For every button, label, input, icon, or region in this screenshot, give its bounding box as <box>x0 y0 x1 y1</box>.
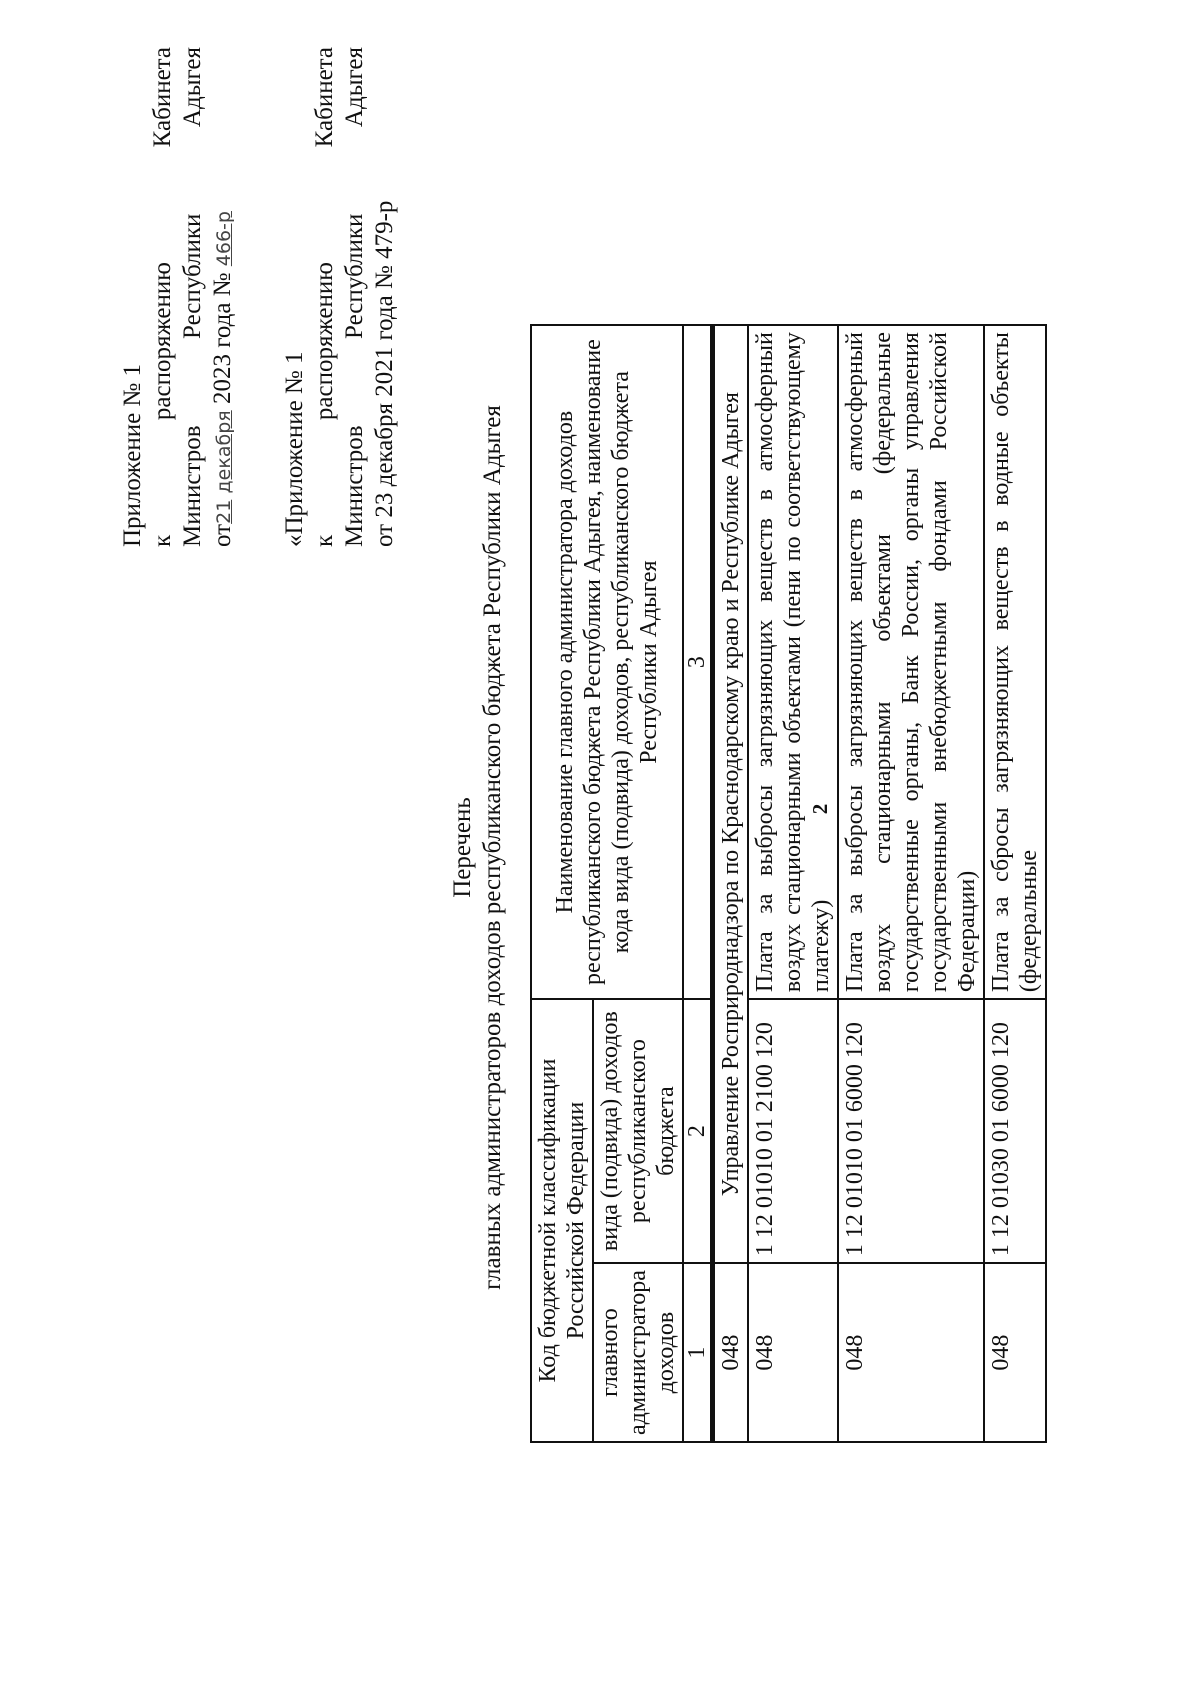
appendix-old-line3 <box>340 47 370 547</box>
header-revenue-code: вида (подвида) доходов республиканского бюджета <box>593 999 683 1263</box>
appendix-old-line1: «Приложение № 1 <box>281 351 308 547</box>
appendix-new-to: к <box>149 534 176 547</box>
appendix-new-month: декабря <box>213 410 235 494</box>
appendix-new-day: 21 <box>213 499 235 524</box>
appendix-header-old <box>280 47 400 547</box>
revenue-table <box>530 324 1047 1443</box>
column-number-2: 2 <box>683 999 713 1263</box>
table-row <box>838 325 984 1442</box>
appendix-new-line2 <box>148 47 178 547</box>
row-revenue-name: Плата за выбросы загрязняющих веществ в атмосферный воздух стационарными объектами (пени по соответствующему платежу) <box>748 325 838 999</box>
column-number-1: 1 <box>683 1263 713 1442</box>
appendix-old-adygea: Адыгея <box>341 46 368 128</box>
revenue-table-grid <box>530 324 1047 1443</box>
appendix-new-adygea: Адыгея <box>179 46 206 128</box>
column-number-3: 3 <box>683 325 713 999</box>
appendix-new-number: 466-р <box>213 211 235 267</box>
appendix-new-cabinet: Кабинета <box>149 46 176 148</box>
table-row <box>984 325 1046 1442</box>
row-revenue-name: Плата за выбросы загрязняющих веществ в атмосферный воздух стационарными объектами (федеральные государственные органы, Банк России, органы управления государственными внебюджетными фондами Российской Федерации) <box>838 325 984 999</box>
row-admin-code: 048 <box>838 1263 984 1442</box>
appendix-new-line3 <box>178 47 208 547</box>
appendix-header-new <box>118 47 239 547</box>
header-name: Наименование главного администратора доходов республиканского бюджета Республики Адыгея, наименование кода вида (подвида) доходов, республиканского бюджета Республики Адыгея <box>531 325 683 999</box>
appendix-old-republic: Республики <box>341 213 368 339</box>
title-line1: Перечень <box>449 797 476 898</box>
appendix-new-order: распоряжению <box>149 262 176 421</box>
row-revenue-name: Плата за сбросы загрязняющих веществ в водные объекты (федеральные <box>984 325 1046 999</box>
header-admin-code: главного администратора доходов <box>593 1263 683 1442</box>
appendix-new-line4 <box>208 47 239 547</box>
appendix-old-order: распоряжению <box>311 262 338 421</box>
section-title: Управление Росприроднадзора по Краснодарскому краю и Республике Адыгея <box>713 325 749 1263</box>
row-admin-code: 048 <box>984 1263 1046 1442</box>
appendix-old-ministers: Министров <box>341 425 368 547</box>
row-admin-code: 048 <box>748 1263 838 1442</box>
header-budget-classification: Код бюджетной классификации Российской Федерации <box>531 999 593 1442</box>
appendix-old-line2 <box>310 47 340 547</box>
appendix-new-line1: Приложение № 1 <box>119 363 146 547</box>
appendix-new-year: 2023 года № <box>209 272 236 405</box>
section-admin-code: 048 <box>713 1263 749 1442</box>
page-number: 2 <box>808 803 832 815</box>
title-line2: главных администраторов доходов республиканского бюджета Республики Адыгея <box>479 405 506 1290</box>
appendix-new-from: от <box>209 523 236 547</box>
table-number-row <box>683 325 713 1442</box>
document-title <box>448 0 508 1695</box>
appendix-old-line4: от 23 декабря 2021 года № 479-р <box>371 200 398 547</box>
table-row <box>748 325 838 1442</box>
row-revenue-code: 1 12 01010 01 6000 120 <box>838 999 984 1263</box>
appendix-new-ministers: Министров <box>179 425 206 547</box>
appendix-old-to: к <box>311 534 338 547</box>
row-revenue-code: 1 12 01010 01 2100 120 <box>748 999 838 1263</box>
appendix-old-cabinet: Кабинета <box>311 46 338 148</box>
table-section-row <box>713 325 749 1442</box>
row-revenue-code: 1 12 01030 01 6000 120 <box>984 999 1046 1263</box>
appendix-new-republic: Республики <box>179 213 206 339</box>
table-header-row-1 <box>531 325 593 1442</box>
